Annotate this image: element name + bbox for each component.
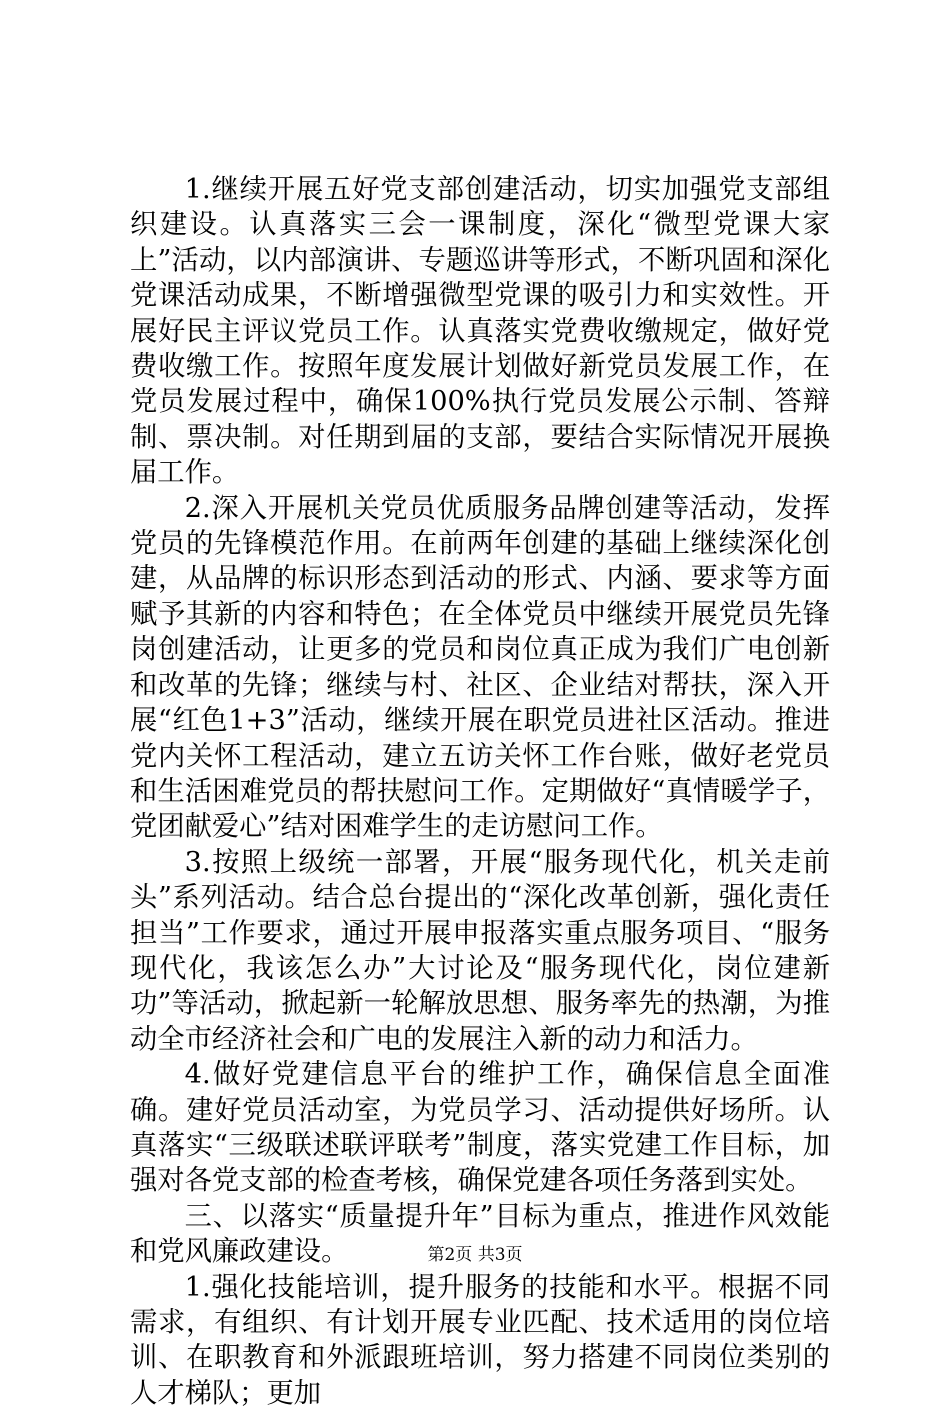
paragraph-item-1: 1.继续开展五好党支部创建活动，切实加强党支部组织建设。认真落实三会一课制度，深化“微型党课大家上”活动，以内部演讲、专题巡讲等形式，不断巩固和深化党课活动成果，不断增强微型党课的吸引力和实效性。开展好民主评议党员工作。认真落实党费收缴规定，做好党费收缴工作。按照年度发展计划做好新党员发展工作，在党员发展过程中，确保100%执行党员发展公示制、答辩制、票决制。对任期到届的支部，要结合实际情况开展换届工作。 [130, 174, 830, 489]
paragraph-item-5: 1.强化技能培训，提升服务的技能和水平。根据不同需求，有组织、有计划开展专业匹配、技术适用的岗位培训、在职教育和外派跟班培训，努力搭建不同岗位类别的人才梯队；更加 [130, 1271, 830, 1409]
paragraph-item-3: 3.按照上级统一部署，开展“服务现代化，机关走前头”系列活动。结合总台提出的“深化改革创新，强化责任担当”工作要求，通过开展申报落实重点服务项目、“服务现代化，我该怎么办”大讨论及“服务现代化，岗位建新功”等活动，掀起新一轮解放思想、服务率先的热潮，为推动全市经济社会和广电的发展注入新的动力和活力。 [130, 846, 830, 1055]
page-footer [0, 1244, 950, 1266]
section-heading-3: 三、以落实“质量提升年”目标为重点，推进作风效能和党风廉政建设。 [130, 1200, 830, 1268]
paragraph-item-2: 2.深入开展机关党员优质服务品牌创建等活动，发挥党员的先锋模范作用。在前两年创建的基础上继续深化创建，从品牌的标识形态到活动的形式、内涵、要求等方面赋予其新的内容和特色；在全体党员中继续开展党员先锋岗创建活动，让更多的党员和岗位真正成为我们广电创新和改革的先锋；继续与村、社区、企业结对帮扶，深入开展“红色1+3”活动，继续开展在职党员进社区活动。推进党内关怀工程活动，建立五访关怀工作台账，做好老党员和生活困难党员的帮扶慰问工作。定期做好“真情暖学子，党团献爱心”结对困难学生的走访慰问工作。 [130, 492, 830, 843]
document-body [130, 172, 830, 1411]
paragraph-item-4: 4.做好党建信息平台的维护工作，确保信息全面准确。建好党员活动室，为党员学习、活动提供好场所。认真落实“三级联述联评联考”制度，落实党建工作目标，加强对各党支部的检查考核，确保党建各项任务落到实处。 [130, 1059, 830, 1197]
page-number-label: 第2页 共3页 [427, 1245, 523, 1265]
